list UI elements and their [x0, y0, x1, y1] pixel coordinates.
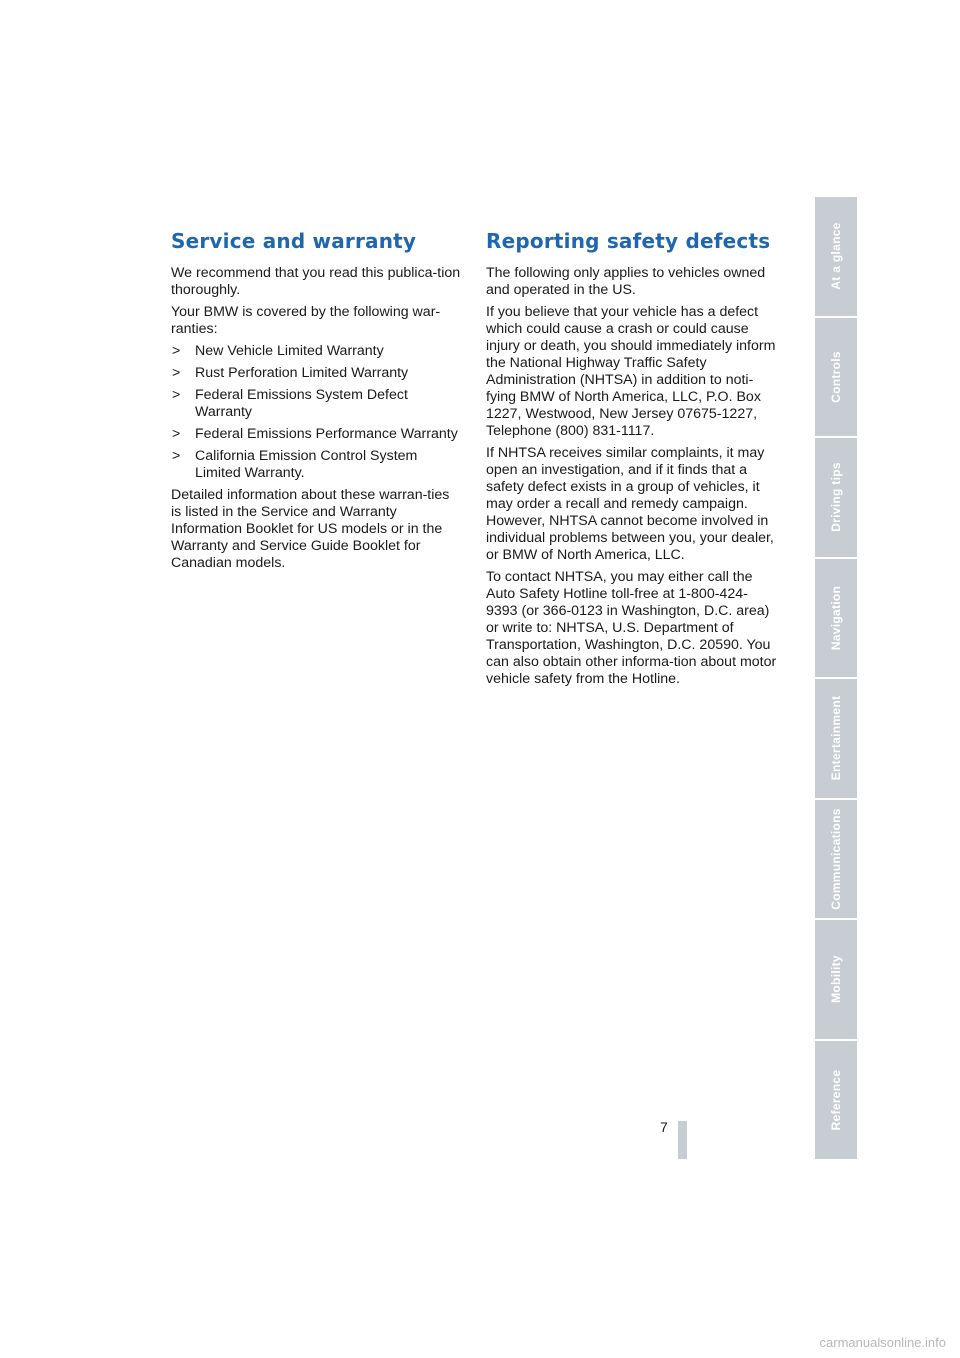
- paragraph: We recommend that you read this publica-tion thoroughly.: [171, 265, 461, 298]
- page-marker-bar: [678, 1121, 687, 1159]
- right-column: [486, 226, 778, 693]
- watermark: carmanualsonline.info: [819, 1335, 946, 1350]
- paragraph: Detailed information about these warran-ties is listed in the Service and Warranty Information Booklet for US models or in the Warranty and Service Guide Booklet for Canadian models.: [171, 487, 450, 571]
- section-title-reporting-defects: Reporting safety defects: [486, 229, 771, 253]
- left-column: [171, 226, 463, 577]
- list-item: > Federal Emissions System Defect Warranty: [172, 387, 408, 420]
- paragraph: If NHTSA receives similar complaints, it may open an investigation, and if it finds that a safety defect exists in a group of vehicles, it may order a recall and remedy campaign. However, NHTSA cannot become involved in individual problems between you, your dealer, or BMW of North America, LLC.: [486, 445, 774, 563]
- tab-mobility[interactable]: Mobility: [815, 920, 857, 1041]
- bullet-mark: >: [172, 365, 181, 381]
- bullet-mark: >: [172, 448, 181, 464]
- tab-navigation[interactable]: Navigation: [815, 559, 857, 680]
- tab-at-a-glance[interactable]: At a glance: [815, 197, 857, 318]
- paragraph: If you believe that your vehicle has a defect which could cause a crash or could cause injury or death, you should immediately inform the National Highway Traffic Safety Administration (NHTSA) in addition to noti-fying BMW of North America, LLC, P.O. Box 1227, Westwood, New Jersey 07675-1227, Telephone (800) 831-1117.: [486, 304, 776, 439]
- tab-communications[interactable]: Communications: [815, 800, 857, 921]
- tab-reference[interactable]: Reference: [815, 1041, 857, 1162]
- warranty-list: [171, 343, 463, 482]
- bullet-mark: >: [172, 343, 181, 359]
- list-item: > Federal Emissions Performance Warranty: [172, 426, 458, 442]
- tab-controls[interactable]: Controls: [815, 318, 857, 439]
- bullet-mark: >: [172, 387, 181, 403]
- bullet-mark: >: [172, 426, 181, 442]
- list-item: > California Emission Control System Limited Warranty.: [172, 448, 418, 481]
- tab-driving-tips[interactable]: Driving tips: [815, 438, 857, 559]
- section-title-service-warranty: Service and warranty: [171, 229, 417, 253]
- tab-entertainment[interactable]: Entertainment: [815, 679, 857, 800]
- chapter-sidebar: [815, 197, 857, 1161]
- page-number: 7: [660, 1119, 668, 1135]
- list-item: > Rust Perforation Limited Warranty: [172, 365, 409, 381]
- paragraph: To contact NHTSA, you may either call the Auto Safety Hotline toll-free at 1-800-424-9393 (or 366-0123 in Washington, D.C. area) or write to: NHTSA, U.S. Department of Transportation, Washington, D.C. 20590. You can also obtain other informa-tion about motor vehicle safety from the Hotline.: [486, 569, 777, 687]
- list-item: > New Vehicle Limited Warranty: [172, 343, 384, 359]
- paragraph: The following only applies to vehicles owned and operated in the US.: [486, 265, 766, 298]
- paragraph: Your BMW is covered by the following war-ranties:: [171, 304, 441, 337]
